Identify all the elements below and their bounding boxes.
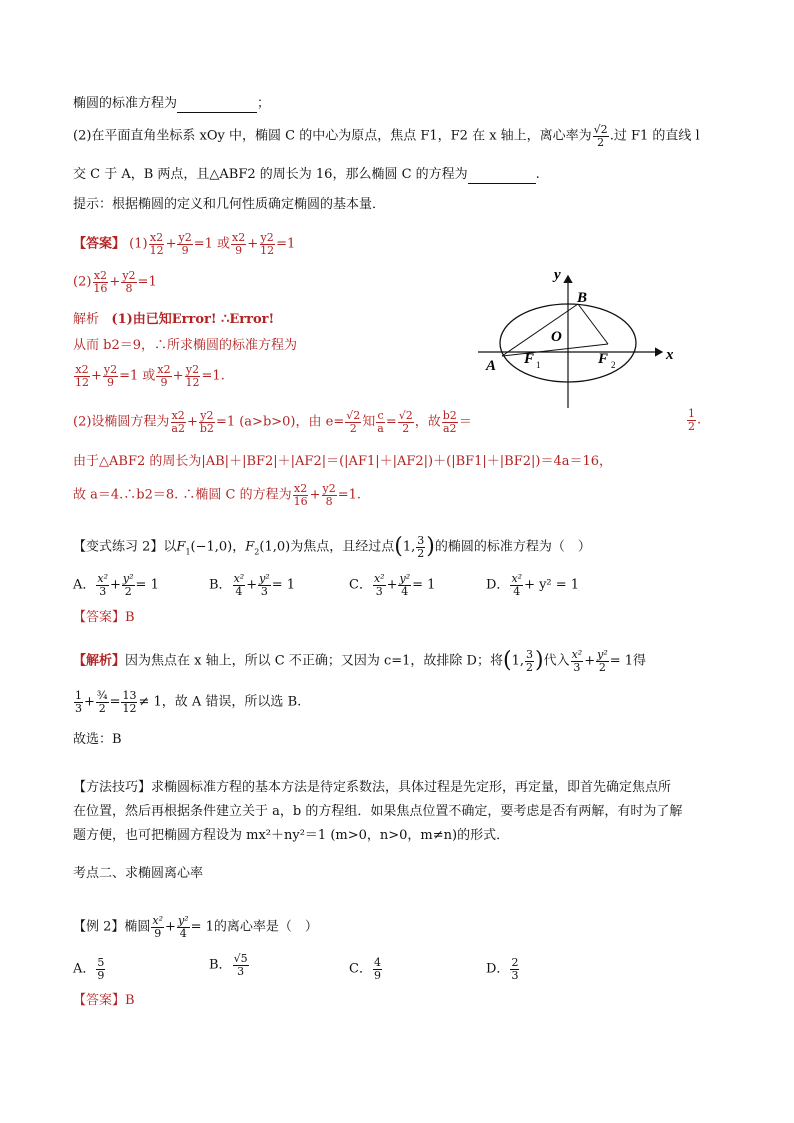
answer-2: (2) $\frac{x2}{16}$ + $\frac{y2}{8}$ =1 [73, 269, 157, 295]
label-x: x [666, 347, 674, 363]
example2-answer: 【答案】B [73, 993, 135, 1008]
section-title: 考点二、求椭圆离心率 [73, 866, 204, 881]
variant2-option-c[interactable]: C． $\frac{\text{x²}}{3}$ + $\frac{\text{y²}}{4}$ = 1 [349, 572, 436, 598]
answer-blank-2 [468, 167, 536, 184]
side-fraction: $\frac{1}{2}$ . [688, 407, 702, 433]
method-line3: 题方便，也可把椭圆方程设为 mx²＋ny²＝1 (m>0，n>0，m≠n)的形式． [73, 828, 510, 843]
method-line2: 在位置，然后再根据条件建立关于 a，b 的方程组．如果焦点位置不确定，要考虑是否有两解，有时为了解 [73, 804, 683, 819]
example2-option-b[interactable]: B． $\frac{√5}{3}$ [209, 952, 248, 978]
analysis-line3: $\frac{x2}{12}$ + $\frac{y2}{9}$ =1 或 $\frac{x2}{9}$ + $\frac{y2}{12}$ =1. [75, 363, 225, 389]
example2-option-c[interactable]: C． $\frac{4}{9}$ [349, 956, 381, 982]
variant2-option-a[interactable]: A． $\frac{\text{x²}}{3}$ + $\frac{\text{y²}}{2}$ = 1 [73, 572, 159, 598]
label-F1-sub: 1 [536, 360, 541, 370]
variant2-option-d[interactable]: D． $\frac{\text{x²}}{4}$ + y² = 1 [486, 572, 580, 598]
analysis-line6: 故 a＝4.∴b2＝8. ∴椭圆 C 的方程为 $\frac{x2}{16}$ + $\frac{y2}{8}$ =1. [73, 482, 362, 508]
p2-text-a: (2)在平面直角坐标系 xOy 中，椭圆 C 的中心为原点，焦点 F1，F2 在 x 轴上，离心率为 [73, 128, 592, 144]
method-line1: 【方法技巧】求椭圆标准方程的基本方法是待定系数法，具体过程是先定形，再定量，即首先确定焦点所 [73, 780, 672, 795]
line-AF2 [502, 344, 608, 356]
label-F2-sub: 2 [611, 360, 616, 370]
variant2-question: 【变式练习 2】以$F_1(-1,0)$，$F_2(1,0)$为焦点，且经过点(1, $\frac{3}{2}$ )的椭圆的标准方程为（ ） [73, 534, 591, 560]
answer-label: 【答案】 [73, 236, 126, 252]
intro-text: 椭圆的标准方程为 [73, 96, 178, 111]
variant2-choose: 故选：B [73, 732, 122, 747]
analysis-line5: 由于△ABF2 的周长为|AB|＋|BF2|＋|AF2|＝(|AF1|＋|AF2|)＋(|BF1|＋|BF2|)＝4a＝16， [73, 454, 613, 469]
analysis-line2: 从而 b2＝9，∴所求椭圆的标准方程为 [73, 338, 297, 353]
example2-option-a[interactable]: A． $\frac{5}{9}$ [73, 956, 105, 982]
analysis-label: 解析 [73, 312, 100, 327]
analysis-line4: (2)设椭圆方程为 $\frac{x2}{a2}$ + $\frac{y2}{b2}$ =1 (a>b>0)，由 e= $\frac{√2}{2}$ 知 $\frac{c}{a}$ = $\frac{√2}{2}$ ，故 $\frac{b2}{a2}$ ＝ [73, 409, 472, 435]
problem-2-line2: 交 C 于 A，B 两点，且△ABF2 的周长为 16，那么椭圆 C 的方程为 . [73, 167, 540, 182]
eccentricity-frac: $\frac{√2}{2}$ [593, 123, 608, 149]
variant2-solution: 【解析】因为焦点在 x 轴上，所以 C 不正确；又因为 c=1，故排除 D；将(1, $\frac{3}{2}$ )代入 $\frac{\text{x²}}{3}$ + $\frac{\text{y²}}{2}$ = 1得 [73, 648, 647, 674]
label-O: O [551, 329, 562, 345]
hint: 提示：根据椭圆的定义和几何性质确定椭圆的基本量． [73, 197, 386, 212]
label-B: B [577, 290, 588, 306]
analysis-line1: 解析 (1)由已知Error! ∴Error! [73, 312, 275, 327]
example2-option-d[interactable]: D． $\frac{2}{3}$ [486, 956, 519, 982]
label-y: y [554, 267, 561, 283]
p2-text-c: 交 C 于 A，B 两点，且△ABF2 的周长为 16，那么椭圆 C 的方程为 [73, 167, 468, 182]
ellipse-figure [478, 258, 688, 410]
intro-end: ； [257, 96, 271, 111]
question-intro [73, 96, 270, 113]
problem-2-line1 [73, 124, 700, 148]
variant2-answer: 【答案】B [73, 610, 135, 625]
answer-1: 【答案】 (1) $\frac{x2}{12}$ + $\frac{y2}{9}$ =1 或 $\frac{x2}{9}$ + $\frac{y2}{12}$ =1 [73, 231, 296, 257]
p2-text-b: .过 F1 的直线 l [609, 128, 700, 144]
example2-question: 【例 2】椭圆 $\frac{\text{x²}}{9}$ + $\frac{\text{y²}}{4}$ = 1的离心率是（ ） [73, 914, 318, 940]
label-A: A [486, 358, 497, 374]
variant2-option-b[interactable]: B． $\frac{\text{x²}}{4}$ + $\frac{\text{y²}}{3}$ = 1 [209, 572, 296, 598]
label-F2: F [598, 351, 609, 367]
label-F1: F [524, 351, 535, 367]
answer-blank [177, 96, 257, 113]
variant2-solution-line2: $\frac{1}{3}$ + $\frac{\text{¾}}{2}$ = $\frac{13}{12}$ ≠ 1，故 A 错误，所以选 B. [75, 689, 302, 715]
